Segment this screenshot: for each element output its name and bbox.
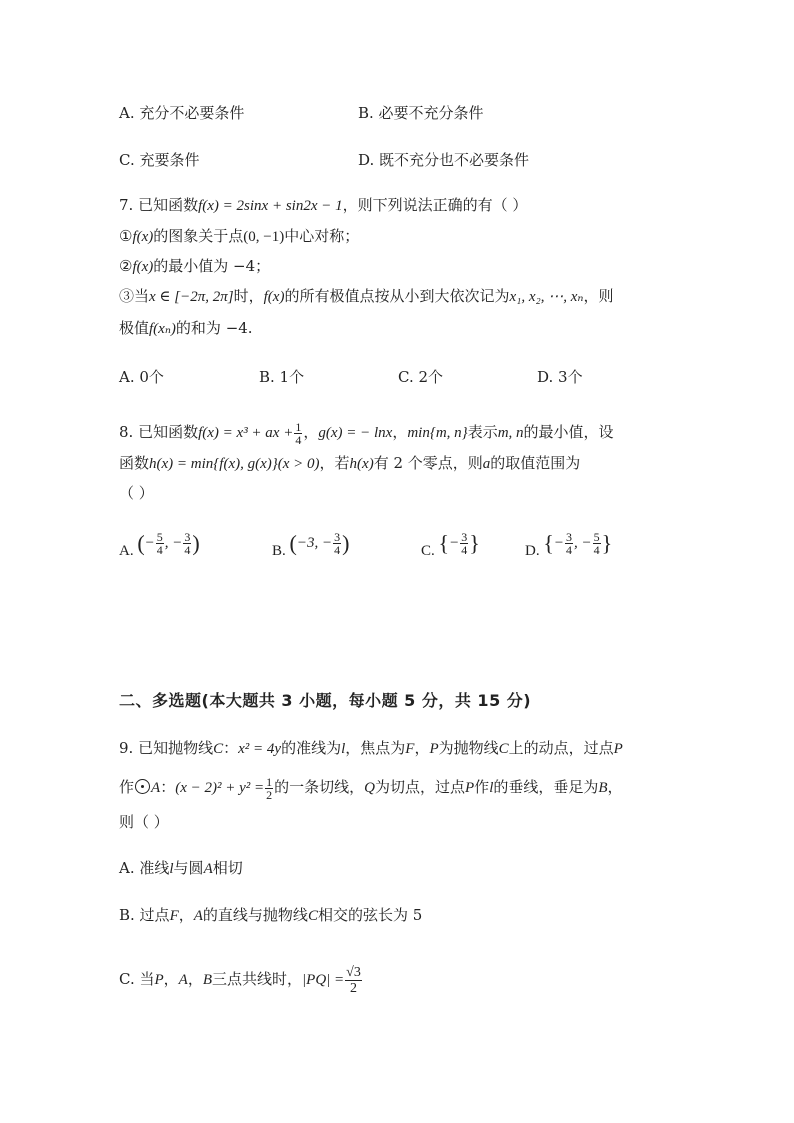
q6-option-b: B. 必要不充分条件: [358, 104, 484, 122]
q8-option-c-label: C.: [421, 543, 435, 559]
q9-l2-text-4: 为切点，过点: [374, 778, 465, 796]
q9-option-a-text-3: 相切: [212, 859, 243, 877]
q9-option-a-A: A: [203, 861, 213, 877]
q8-l2-text-2: ，若: [319, 454, 350, 472]
q7-s1-point: (0, −1): [243, 229, 285, 245]
q9-option-b-C: C: [307, 908, 318, 924]
q7-s3-text-2: 的所有极值点按从小到大依次记为: [284, 287, 510, 305]
q8-option-d-frac1: $\frac{3}{4}$: [566, 530, 573, 558]
q9-l2-text-5: 作: [474, 778, 490, 796]
q8-option-a-label: A.: [119, 543, 134, 559]
q7-statement-1: [119, 226, 359, 247]
q9-option-b-text-1: B. 过点: [119, 906, 170, 924]
q9-option-c-A: A: [178, 972, 188, 988]
q9-C: C: [213, 741, 224, 757]
q7-s2-f: f(x): [132, 259, 154, 275]
q7-statement-2: [119, 256, 270, 277]
q8-option-c: C. {− $\frac{3}{4}$ }: [421, 530, 480, 559]
q7-option-a: A. 0个: [119, 368, 164, 386]
q8-h-def: h(x) = min{f(x), g(x)}(x > 0): [149, 456, 320, 472]
q9-stem: [119, 738, 623, 759]
q9-option-c-text-1: C. 当: [119, 970, 155, 988]
q7-s1-f: f(x): [132, 229, 154, 245]
q9-option-c-text-4: 三点共线时，: [212, 970, 303, 988]
q9-option-c-text-2: ，: [163, 970, 179, 988]
q9-option-c-frac-den: 2: [350, 980, 358, 996]
q9-colon: ：: [223, 739, 239, 757]
q6-option-d: D. 既不充分也不必要条件: [358, 151, 530, 169]
q9-option-b-text-3: 的直线与抛物线: [202, 906, 308, 924]
q9-P-3: P: [465, 780, 475, 796]
q9-option-b-A: A: [193, 908, 203, 924]
q8-option-b-frac: $\frac{3}{4}$: [334, 530, 341, 558]
q8-option-d-label: D.: [525, 543, 540, 559]
q8-l2-text-1: 函数: [119, 454, 150, 472]
q7-statement-3: [119, 286, 613, 307]
q7-s3-fxn: f(xₙ): [149, 321, 176, 337]
q9-P: P: [429, 741, 439, 757]
q8-g-def: g(x) = − lnx: [318, 425, 393, 441]
q9-C-2: C: [498, 741, 509, 757]
q9-l2-text-1: 作: [119, 778, 135, 796]
q9-Q: Q: [364, 780, 375, 796]
q8-option-a-rparen: ): [192, 530, 200, 556]
q8-min-def: min{m, n}: [407, 425, 468, 441]
q8-f-fraction: [294, 421, 302, 446]
q7-s3-text-3: ，则: [583, 287, 614, 305]
q9-option-b-text-2: ，: [178, 906, 194, 924]
q7-option-c: C. 2个: [398, 368, 444, 386]
q9-option-a-l: l: [169, 861, 174, 877]
q7-s1-text: 的图象关于点: [153, 227, 244, 245]
q7-s3-f: f(x): [263, 289, 285, 305]
q9-A: A: [151, 780, 161, 796]
q7-s1-tail: 中心对称；: [284, 227, 360, 245]
q9-l2-text-7: ，: [607, 778, 623, 796]
q6-option-a: A. 充分不必要条件: [119, 104, 245, 122]
q9-F: F: [405, 741, 415, 757]
q7-s2-text: 的最小值为 −4；: [153, 257, 271, 275]
q7-s1-marker: ①: [119, 227, 133, 245]
q8-f-def: f(x) = x³ + ax +: [198, 425, 294, 441]
q8-l2-text-3: 有 2 个零点，则: [373, 454, 483, 472]
q7-s3-marker: ③当: [119, 287, 150, 305]
q9-l: l: [341, 741, 346, 757]
q9-option-c-B: B: [202, 972, 213, 988]
q7-s2-marker: ②: [119, 257, 133, 275]
q7-s3-text-1: 时，: [233, 287, 264, 305]
q7-stem-tail: ，则下列说法正确的有（ ）: [342, 196, 528, 214]
q9-circle-fraction: [265, 776, 273, 801]
q7-s3-sequence: x₁, x₂, ⋯, xₙ: [509, 289, 584, 305]
q8-option-a-frac2: $\frac{3}{4}$: [184, 530, 191, 558]
circle-dot-icon: [135, 779, 150, 794]
q8-sep-1: ，: [303, 423, 319, 441]
q8-option-b: B. (−3, − $\frac{3}{4}$ ): [272, 530, 350, 559]
q9-option-c-fraction: [345, 965, 362, 996]
q7-number: 7. 已知函数: [119, 196, 199, 214]
q8-mn: m, n: [497, 425, 524, 441]
q7-stem: [119, 195, 527, 216]
q9-option-a: [119, 858, 243, 879]
q9-l2-text-3: 的一条切线，: [274, 778, 365, 796]
q7-s3-range: x ∈ [−2π, 2π]: [149, 289, 234, 305]
q9-text-2: ，焦点为: [345, 739, 406, 757]
q7-s3-tail: 的和为 −4.: [175, 319, 253, 337]
q9-option-b-text-4: 相交的弦长为 5: [317, 906, 423, 924]
q9-option-c-text-3: ，: [187, 970, 203, 988]
q9-option-a-text-2: 与圆: [173, 859, 204, 877]
q9-circle-eq: (x − 2)² + y² =: [175, 780, 265, 796]
q8-sep-2: ，: [392, 423, 408, 441]
q9-stem-line-2: [119, 772, 623, 803]
q8-option-d: D. {− $\frac{3}{4}$ , − $\frac{5}{4}$ }: [525, 530, 613, 559]
q9-text-3: ，: [414, 739, 430, 757]
q8-l2-text-4: 的取值范围为: [490, 454, 581, 472]
q6-option-c: C. 充要条件: [119, 151, 200, 169]
q9-number: 9. 已知抛物线: [119, 739, 214, 757]
q8-f-frac-den: 4: [295, 432, 302, 447]
q9-frac-den: 2: [266, 787, 273, 802]
section-heading-multiple-choice: 二、多选题(本大题共 3 小题，每小题 5 分，共 15 分): [119, 691, 532, 710]
q8-text-2: 的最小值，设: [523, 423, 614, 441]
q9-option-c-frac-num: √3: [346, 964, 361, 980]
q8-stem-line-2: [119, 453, 580, 474]
q7-statement-3-cont: [119, 318, 253, 339]
q8-blank: （ ）: [119, 484, 154, 502]
q9-text-4: 为抛物线: [438, 739, 499, 757]
q8-hx: h(x): [349, 456, 374, 472]
q9-text-5: 上的动点，过点: [508, 739, 614, 757]
q7-option-b: B. 1个: [259, 368, 305, 386]
q9-option-b-F: F: [169, 908, 179, 924]
q8-option-d-frac2: $\frac{5}{4}$: [593, 530, 600, 558]
q7-option-d: D. 3个: [537, 368, 583, 386]
q7-s3-text-4: 极值: [119, 319, 150, 337]
q7-formula: f(x) = 2sinx + sin2x − 1: [198, 198, 343, 214]
q9-option-a-text-1: A. 准线: [119, 859, 170, 877]
q8-a-var: a: [482, 456, 491, 472]
q9-B: B: [598, 780, 608, 796]
q8-text-1: 表示: [467, 423, 498, 441]
q9-blank: 则（ ）: [119, 813, 169, 831]
q9-l-2: l: [489, 780, 494, 796]
q8-option-b-label: B.: [272, 543, 286, 559]
q8-number: 8. 已知函数: [119, 423, 199, 441]
q9-frac-num: 1: [266, 774, 273, 789]
q9-l2-text-2: ：: [160, 778, 176, 796]
q9-option-b: [119, 905, 422, 926]
q8-f-frac-num: 1: [295, 419, 302, 434]
q9-l2-text-6: 的垂线，垂足为: [493, 778, 599, 796]
q9-option-c: [119, 962, 363, 997]
q9-option-c-P: P: [154, 972, 164, 988]
q8-option-a: A. (− $\frac{5}{4}$ , − $\frac{3}{4}$ ): [119, 530, 200, 559]
q8-option-c-frac: $\frac{3}{4}$: [461, 530, 468, 558]
q8-option-a-frac1: $\frac{5}{4}$: [156, 530, 163, 558]
q9-parabola: x² = 4y: [238, 741, 282, 757]
q8-stem: [119, 418, 614, 447]
q9-P-2: P: [613, 741, 623, 757]
q9-option-c-abs: |PQ| =: [302, 972, 345, 988]
q9-text-1: 的准线为: [281, 739, 342, 757]
q8-option-a-lparen: (: [137, 530, 145, 556]
